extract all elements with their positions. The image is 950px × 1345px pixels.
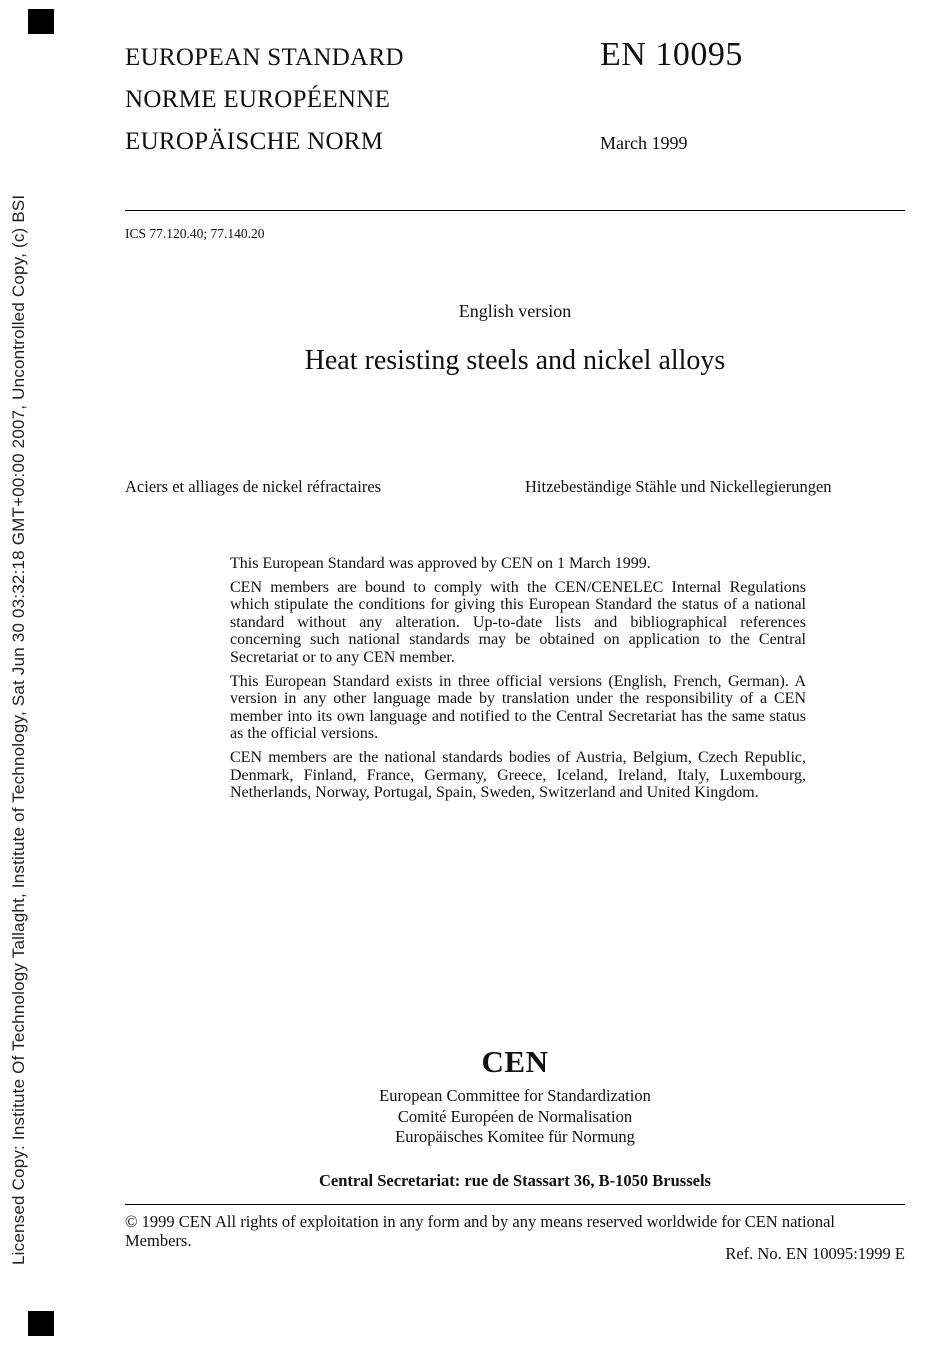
- cen-logo: CEN: [481, 1044, 549, 1079]
- standard-number: EN 10095: [600, 36, 743, 73]
- document-title: Heat resisting steels and nickel alloys: [304, 345, 726, 376]
- standard-date: March 1999: [600, 133, 688, 153]
- standard-type-headings: [125, 44, 404, 170]
- header-divider: [125, 210, 905, 211]
- title-german: Hitzebeständige Stähle und Nickellegierungen: [525, 477, 832, 496]
- title-french: Aciers et alliages de nickel réfractaires: [125, 477, 382, 496]
- heading-europaische-norm: EUROPÄISCHE NORM: [125, 128, 384, 155]
- cen-line-fr: Comité Européen de Normalisation: [397, 1106, 633, 1126]
- version-label: English version: [458, 301, 572, 321]
- paragraph-approval: This European Standard was approved by CEN on 1 March 1999.: [230, 555, 651, 572]
- central-secretariat-address: Central Secretariat: rue de Stassart 36, B-1050 Brussels: [319, 1171, 711, 1190]
- registration-mark-bottom: [28, 1311, 54, 1336]
- reference-number: Ref. No. EN 10095:1999 E: [725, 1244, 905, 1263]
- ics-codes: ICS 77.120.40; 77.140.20: [125, 226, 265, 241]
- license-strip: Licensed Copy: Institute Of Technology Tallaght, Institute of Technology, Sat Jun 30 03:32:18 GMT+00:00 2007, Uncontrolled Copy, (c) BSI: [9, 194, 28, 1265]
- cen-line-de: Europäisches Komitee für Normung: [395, 1127, 635, 1146]
- cen-line-en: European Committee for Standardization: [379, 1086, 651, 1105]
- paragraph-members: CEN members are the national standards bodies of Austria, Belgium, Czech Republic, Denmark, Finland, France, Germany, Greece, Iceland, Ireland, Italy, Luxembourg, Netherlands, Norway, Portugal, Spain, Sweden, Switzerland and United Kingdom.: [230, 748, 806, 802]
- paragraph-regulations: CEN members are bound to comply with the CEN/CENELEC Internal Regulations which stipulate the conditions for giving this European Standard the status of a national standard without any alteration. Up-to-date lists and bibliographical references concerning such national standards may be obtained on application to the Central Secretariat or to any CEN member.: [230, 578, 806, 666]
- heading-norme-europeenne: NORME EUROPÉENNE: [125, 86, 391, 113]
- copyright-notice: © 1999 CEN All rights of exploitation in any form and by any means reserved worldwide for CEN national Members.: [125, 1212, 835, 1250]
- approval-paragraphs: [230, 555, 806, 808]
- footer-divider: [125, 1204, 905, 1205]
- heading-european-standard: EUROPEAN STANDARD: [125, 44, 404, 71]
- registration-mark-top: [28, 9, 54, 34]
- paragraph-versions: This European Standard exists in three official versions (English, French, German). A version in any other language made by translation under the responsibility of a CEN member into its own language and notified to the Central Secretariat has the same status as the official versions.: [230, 672, 806, 743]
- cen-block: [125, 1044, 905, 1148]
